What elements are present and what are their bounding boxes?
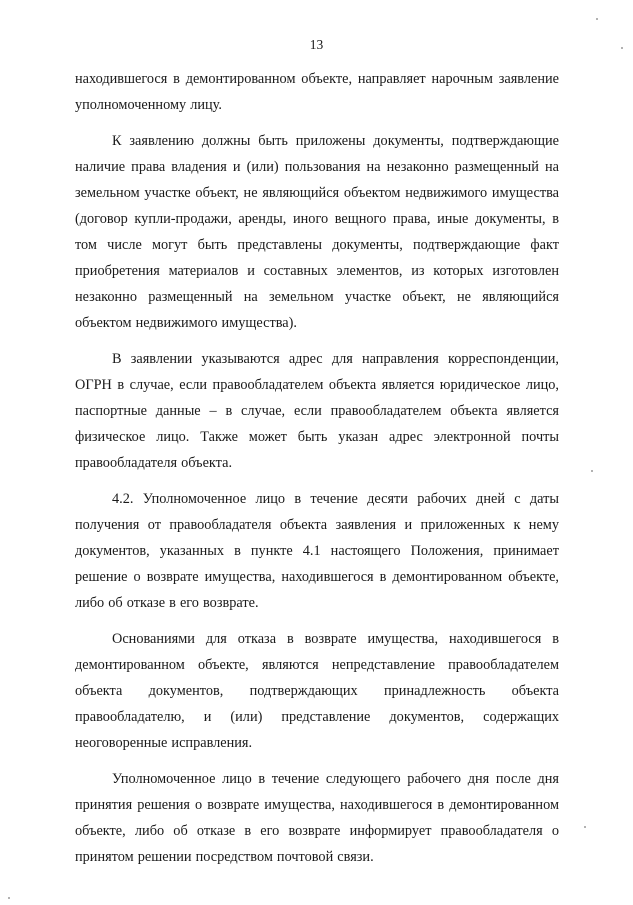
page-number: 13 (309, 37, 324, 52)
paragraph-notification: Уполномоченное лицо в течение следующего рабочего дня после дня принятия решения о возврате имущества, находившегося в демонтированном объекте, либо об отказе в его возврате информирует правообладателя о принятом решении посредством почтовой связи. (75, 771, 559, 865)
paragraph-continuation: находившегося в демонтированном объекте, направляет нарочным заявление уполномоченному лицу. (75, 71, 559, 113)
scan-speck (621, 47, 623, 49)
document-body (75, 66, 559, 880)
paragraph-refusal-grounds: Основаниями для отказа в возврате имущества, находившегося в демонтированном объекте, являются непредставление правообладателем объекта документов, подтверждающих принадлежность объекта правообладателю, и (или) представление документов, содержащих неоговоренные исправления. (75, 631, 559, 751)
scan-speck (8, 897, 10, 899)
paragraph-application-details: В заявлении указываются адрес для направления корреспонденции, ОГРН в случае, если правообладателем объекта является юридическое лицо, паспортные данные – в случае, если правообладателем объекта является физическое лицо. Также может быть указан адрес электронной почты правообладателя объекта. (75, 351, 559, 471)
paragraph-section-4-2: 4.2. Уполномоченное лицо в течение десяти рабочих дней с даты получения от правообладателя объекта заявления и приложенных к нему документов, указанных в пункте 4.1 настоящего Положения, принимает решение о возврате имущества, находившегося в демонтированном объекте, либо об отказе в его возврате. (75, 491, 559, 611)
scan-speck (584, 826, 586, 828)
scan-speck (591, 470, 593, 472)
scan-speck (596, 18, 598, 20)
paragraph-required-documents: К заявлению должны быть приложены документы, подтверждающие наличие права владения и (или) пользования на незаконно размещенный на земельном участке объект, не являющийся объектом недвижимого имущества (договор купли-продажи, аренды, иного вещного права, иные документы, в том числе могут быть представлены документы, подтверждающие факт приобретения материалов и составных элементов, из которых изготовлен незаконно размещенный на земельном участке объект, не являющийся объектом недвижимого имущества). (75, 133, 559, 331)
